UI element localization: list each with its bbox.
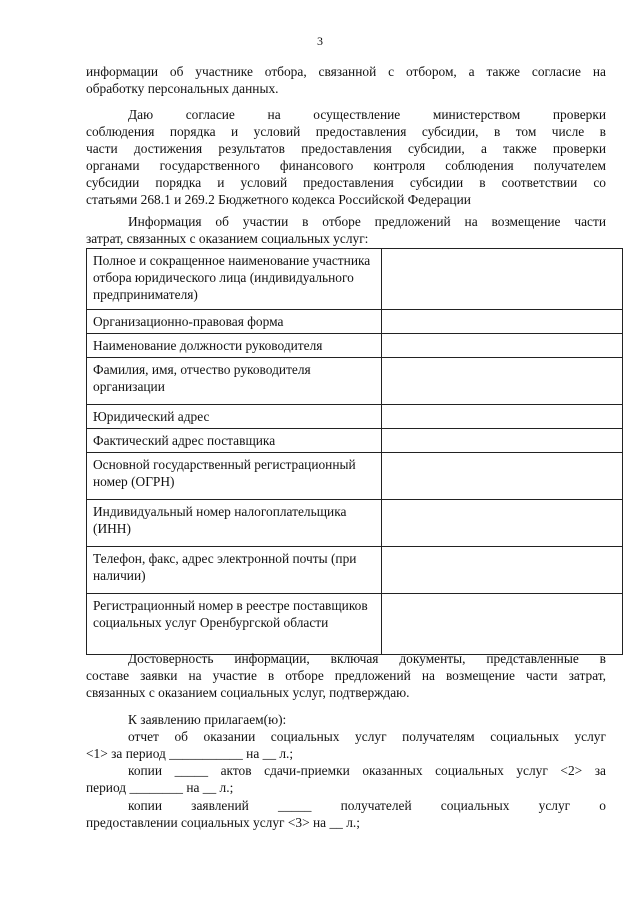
verification-paragraph-line: субсидии порядка и условий предоставления субсидии в соответствии со <box>86 175 606 190</box>
table-row <box>87 405 623 429</box>
row-value-head-position[interactable] <box>382 334 623 358</box>
info-intro-line: затрат, связанных с оказанием социальных услуг: <box>86 231 369 246</box>
info-intro-line: Информация об участии в отборе предложений на возмещение части <box>128 214 606 229</box>
verification-paragraph-line: части достижения результатов предоставления субсидии, а также проверки <box>86 141 606 156</box>
row-label-ogrn: Основной государственный регистрационный номер (ОГРН) <box>87 453 382 500</box>
participant-info-table <box>86 248 623 655</box>
row-label-legal-form: Организационно-правовая форма <box>87 310 382 334</box>
row-label-contacts: Телефон, факс, адрес электронной почты (при наличии) <box>87 547 382 594</box>
row-value-actual-address[interactable] <box>382 429 623 453</box>
table-row <box>87 547 623 594</box>
row-value-head-name[interactable] <box>382 358 623 405</box>
row-label-actual-address: Фактический адрес поставщика <box>87 429 382 453</box>
verification-paragraph-line: статьями 268.1 и 269.2 Бюджетного кодекса Российской Федерации <box>86 192 471 207</box>
row-value-ogrn[interactable] <box>382 453 623 500</box>
verification-paragraph-line: органами государственного финансового контроля соблюдения получателем <box>86 158 606 173</box>
row-value-legal-form[interactable] <box>382 310 623 334</box>
table-row <box>87 358 623 405</box>
consent-paragraph-line: информации об участнике отбора, связанной с отбором, а также согласие на <box>86 64 606 79</box>
row-label-legal-address: Юридический адрес <box>87 405 382 429</box>
table-row <box>87 334 623 358</box>
attachment-item-applications: предоставлении социальных услуг <3> на __ л.; <box>86 815 360 830</box>
row-label-head-position: Наименование должности руководителя <box>87 334 382 358</box>
row-value-inn[interactable] <box>382 500 623 547</box>
table-row <box>87 500 623 547</box>
attachment-item-acts: период ________ на __ л.; <box>86 780 234 795</box>
attachment-item-applications: копии заявлений _____ получателей социальных услуг о <box>128 798 606 813</box>
table-row <box>87 594 623 655</box>
attachment-item-acts: копии _____ актов сдачи-приемки оказанных социальных услуг <2> за <box>128 763 606 778</box>
confirmation-paragraph-line: составе заявки на участие в отборе предложений на возмещение части затрат, <box>86 668 606 683</box>
attachment-item-report: <1> за период ___________ на __ л.; <box>86 746 294 761</box>
row-label-head-name: Фамилия, имя, отчество руководителя организации <box>87 358 382 405</box>
row-label-registry-number: Регистрационный номер в реестре поставщиков социальных услуг Оренбургской области <box>87 594 382 655</box>
table-row <box>87 310 623 334</box>
row-label-inn: Индивидуальный номер налогоплательщика (ИНН) <box>87 500 382 547</box>
row-value-registry-number[interactable] <box>382 594 623 655</box>
table-row <box>87 249 623 310</box>
row-value-contacts[interactable] <box>382 547 623 594</box>
row-value-full-name[interactable] <box>382 249 623 310</box>
consent-paragraph-line: обработку персональных данных. <box>86 81 279 96</box>
confirmation-paragraph-line: Достоверность информации, включая документы, представленные в <box>128 651 606 666</box>
confirmation-paragraph-line: связанных с оказанием социальных услуг, подтверждаю. <box>86 685 410 700</box>
attachment-item-report: отчет об оказании социальных услуг получателям социальных услуг <box>128 729 606 744</box>
verification-paragraph-line: Даю согласие на осуществление министерством проверки <box>128 107 606 122</box>
page-number: 3 <box>317 34 323 48</box>
row-label-full-name: Полное и сокращенное наименование участника отбора юридического лица (индивидуального предпринимателя) <box>87 249 382 310</box>
verification-paragraph-line: соблюдения порядка и условий предоставления субсидии, в том числе в <box>86 124 606 139</box>
table-row <box>87 429 623 453</box>
row-value-legal-address[interactable] <box>382 405 623 429</box>
attachments-header: К заявлению прилагаем(ю): <box>128 712 287 727</box>
table-row <box>87 453 623 500</box>
